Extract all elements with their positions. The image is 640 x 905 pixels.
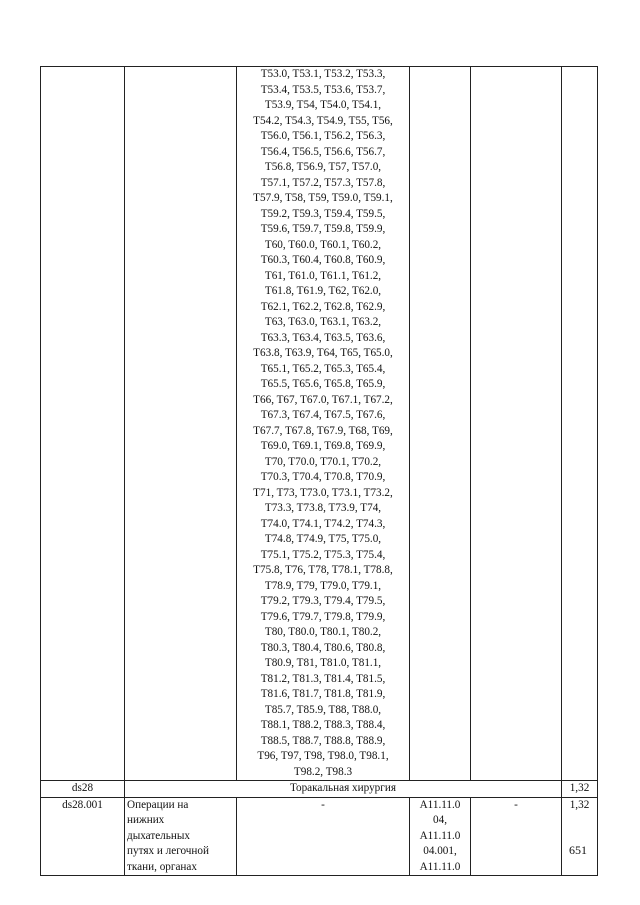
- item-row: [41, 797, 598, 876]
- icd-code-line: T60.3, T60.4, T60.8, T60.9,: [260, 254, 386, 266]
- icd-code-line: T73.3, T73.8, T73.9, T74,: [264, 502, 382, 514]
- icd-code-line: T98.2, T98.3: [293, 765, 353, 778]
- description-line: Операции на: [127, 798, 189, 811]
- icd-code-line: T63, T63.0, T63.1, T63.2,: [264, 316, 382, 328]
- icd-code-line: T54.2, T54.3, T54.9, T55, T56,: [253, 114, 393, 127]
- icd-code-line: T61.8, T61.9, T62, T62.0,: [264, 285, 382, 297]
- group-code: ds28: [41, 781, 125, 798]
- icd-code-line: T85.7, T85.9, T88, T88.0,: [264, 703, 382, 716]
- icd-code-line: T81.6, T81.7, T81.8, T81.9,: [260, 688, 386, 700]
- icd-code-line: T56.4, T56.5, T56.6, T56.7,: [260, 145, 386, 158]
- icd-code-line: T74.0, T74.1, T74.2, T74.3,: [260, 517, 386, 530]
- icd-code-line: T88.1, T88.2, T88.3, T88.4,: [260, 719, 386, 731]
- icd-code-line: T79.6, T79.7, T79.8, T79.9,: [260, 610, 386, 623]
- icd-code-line: T67.3, T67.4, T67.5, T67.6,: [260, 409, 386, 421]
- icd-code-line: T61, T61.0, T61.1, T61.2,: [264, 269, 382, 282]
- icd-code-line: T63.8, T63.9, T64, T65, T65.0,: [253, 347, 393, 359]
- group-coefficient: 1,32: [562, 781, 598, 798]
- icd-codes-cell: [237, 67, 410, 781]
- services-cell: [410, 67, 471, 781]
- service-code-line: A11.11.0: [419, 798, 461, 811]
- icd-code-line: T65.5, T65.6, T65.8, T65.9,: [260, 378, 386, 390]
- icd-code-line: T78.9, T79, T79.0, T79.1,: [264, 579, 382, 592]
- item-diagnosis-dash: -: [237, 797, 410, 876]
- icd-code-line: T65.1, T65.2, T65.3, T65.4,: [260, 362, 386, 375]
- icd-code-line: T75.1, T75.2, T75.3, T75.4,: [260, 548, 386, 561]
- icd-code-line: T96, T97, T98, T98.0, T98.1,: [257, 750, 389, 762]
- group-row: [41, 781, 598, 798]
- icd-code-line: T57.1, T57.2, T57.3, T57.8,: [260, 176, 386, 189]
- icd-code-line: T80.9, T81, T81.0, T81.1,: [264, 657, 382, 669]
- icd-code-line: T56.8, T56.9, T57, T57.0,: [264, 161, 382, 173]
- group-title: Торакальная хирургия: [125, 781, 562, 798]
- icd-code-line: T88.5, T88.7, T88.8, T88.9,: [260, 734, 386, 747]
- icd-code-line: T53.4, T53.5, T53.6, T53.7,: [260, 83, 386, 96]
- code-cell: [41, 67, 125, 781]
- page-number: 651: [569, 843, 587, 857]
- icd-code-line: T59.2, T59.3, T59.4, T59.5,: [260, 207, 386, 220]
- icd-code-line: T69.0, T69.1, T69.8, T69.9,: [260, 440, 386, 452]
- description-line: ткани, органах: [127, 860, 197, 873]
- icd-code-line: T56.0, T56.1, T56.2, T56.3,: [260, 130, 386, 142]
- icd-code-line: T79.2, T79.3, T79.4, T79.5,: [260, 595, 386, 607]
- icd-code-line: T70.3, T70.4, T70.8, T70.9,: [260, 471, 386, 483]
- icd-code-line: T62.1, T62.2, T62.8, T62.9,: [260, 300, 386, 313]
- item-description: [125, 797, 237, 876]
- continuation-row: [41, 67, 598, 781]
- tariff-table: [40, 66, 598, 876]
- item-services: [410, 797, 471, 876]
- service-code-line: A11.11.0: [419, 829, 461, 842]
- icd-code-line: T67.7, T67.8, T67.9, T68, T69,: [253, 424, 393, 437]
- icd-code-line: T80, T80.0, T80.1, T80.2,: [264, 626, 382, 638]
- icd-code-line: T57.9, T58, T59, T59.0, T59.1,: [253, 192, 393, 204]
- icd-code-line: T74.8, T74.9, T75, T75.0,: [264, 533, 382, 545]
- icd-code-line: T53.9, T54, T54.0, T54.1,: [264, 99, 382, 111]
- item-coefficient: 1,32: [562, 797, 598, 876]
- icd-code-line: T71, T73, T73.0, T73.1, T73.2,: [253, 486, 393, 499]
- description-line: нижних: [127, 814, 165, 826]
- icd-code-line: T63.3, T63.4, T63.5, T63.6,: [260, 331, 386, 344]
- description-line: путях и легочной: [127, 845, 209, 857]
- service-code-line: A11.11.0: [419, 860, 461, 873]
- item-code: ds28.001: [41, 797, 125, 876]
- coefficient-cell: [562, 67, 598, 781]
- icd-code-line: T53.0, T53.1, T53.2, T53.3,: [260, 68, 386, 80]
- icd-code-line: T81.2, T81.3, T81.4, T81.5,: [260, 672, 386, 685]
- description-line: дыхательных: [127, 829, 190, 842]
- item-criteria-dash: -: [471, 797, 562, 876]
- icd-code-line: T70, T70.0, T70.1, T70.2,: [264, 455, 382, 468]
- icd-code-line: T59.6, T59.7, T59.8, T59.9,: [260, 223, 386, 235]
- icd-code-line: T75.8, T76, T78, T78.1, T78.8,: [253, 564, 393, 576]
- service-code-line: 04,: [433, 814, 447, 826]
- icd-code-line: T60, T60.0, T60.1, T60.2,: [264, 238, 382, 251]
- description-cell: [125, 67, 237, 781]
- icd-code-line: T66, T67, T67.0, T67.1, T67.2,: [253, 393, 393, 406]
- criteria-cell: [471, 67, 562, 781]
- icd-code-line: T80.3, T80.4, T80.6, T80.8,: [260, 641, 386, 654]
- service-code-line: 04.001,: [423, 845, 457, 857]
